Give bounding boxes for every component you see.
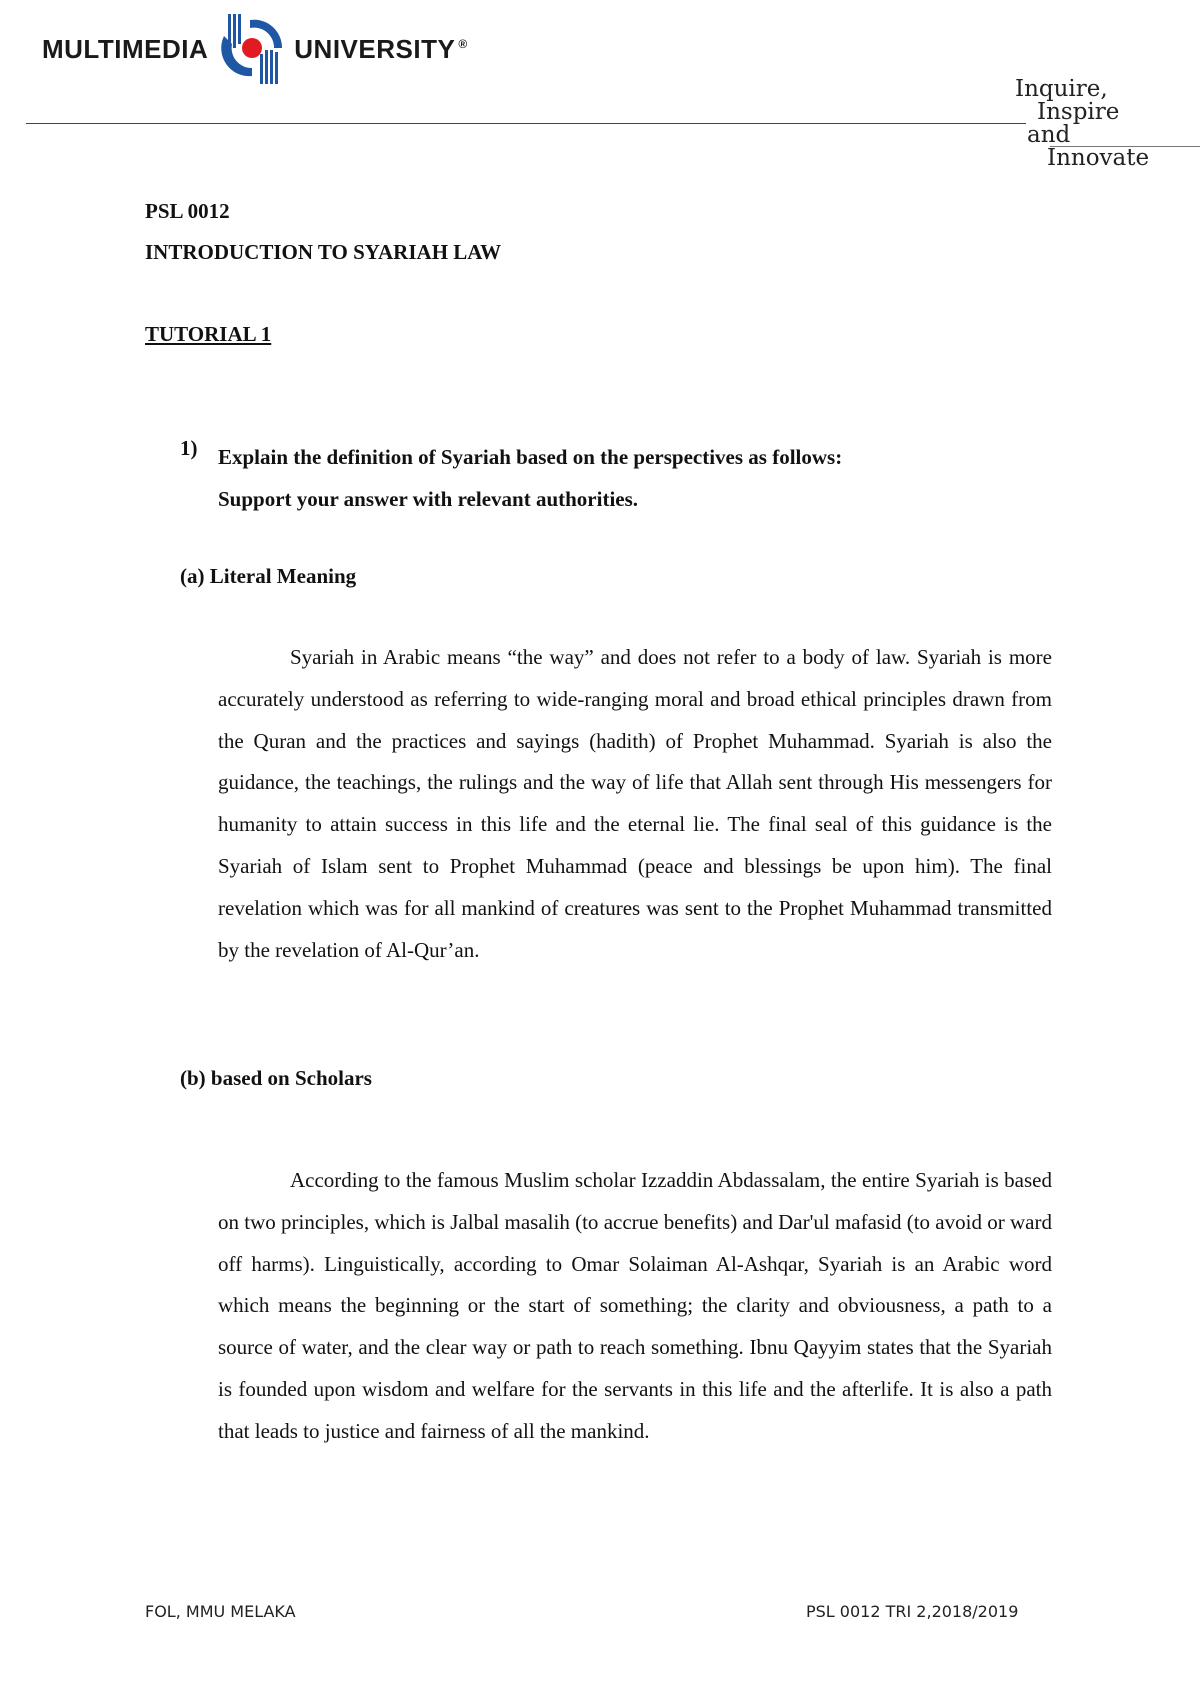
section-heading-literal: (a) Literal Meaning — [180, 564, 357, 588]
header-divider — [26, 123, 1026, 124]
question-number: 1) — [180, 436, 198, 460]
question-line: Support your answer with relevant authorities. — [218, 487, 639, 511]
university-logo — [42, 14, 468, 84]
tagline-line: Inspire — [1037, 99, 1120, 125]
section-heading-scholars: (b) based on Scholars — [180, 1066, 372, 1090]
footer-right: PSL 0012 TRI 2,2018/2019 — [806, 1602, 1019, 1621]
course-code: PSL 0012 — [145, 199, 230, 223]
tutorial-title: TUTORIAL 1 — [145, 322, 272, 346]
tagline-line: and — [1027, 122, 1071, 148]
registered-mark: ® — [458, 36, 468, 51]
question-line: Explain the definition of Syariah based on the perspectives as follows: — [218, 445, 843, 469]
tagline-line: Inquire, — [1015, 76, 1108, 102]
mmu-emblem-icon — [214, 14, 288, 84]
section-paragraph-literal: Syariah in Arabic means “the way” and does not refer to a body of law. Syariah is more accurately understood as referring to wide-ranging moral and broad ethical principles drawn from the Quran and the practices and sayings (hadith) of Prophet Muhammad. Syariah is also the guidance, the teachings, the rulings and the way of life that Allah sent through His messengers for humanity to attain success in this life and the eternal lie. The final seal of this guidance is the Syariah of Islam sent to Prophet Muhammad (peace and blessings be upon him). The final revelation which was for all mankind of creatures was sent to the Prophet Muhammad transmitted by the revelation of Al-Qur’an. — [218, 645, 1052, 962]
logo-text-left: MULTIMEDIA — [42, 33, 209, 64]
tagline-line: Innovate — [1047, 145, 1150, 171]
section-paragraph-scholars: According to the famous Muslim scholar Izzaddin Abdassalam, the entire Syariah is based on two principles, which is Jalbal masalih (to accrue benefits) and Dar'ul mafasid (to avoid or ward off harms). Linguistically, according to Omar Solaiman Al-Ashqar, Syariah is an Arabic word which means the beginning or the start of something; the clarity and obviousness, a path to a source of water, and the clear way or path to reach something. Ibnu Qayyim states that the Syariah is founded upon wisdom and welfare for the servants in this life and the afterlife. It is also a path that leads to justice and fairness of all the mankind. — [218, 1168, 1052, 1443]
course-title: INTRODUCTION TO SYARIAH LAW — [145, 240, 502, 264]
footer-left: FOL, MMU MELAKA — [145, 1602, 296, 1621]
question-text — [218, 436, 1068, 520]
university-tagline — [1015, 78, 1149, 170]
logo-text-right: UNIVERSITY ® — [294, 33, 468, 64]
